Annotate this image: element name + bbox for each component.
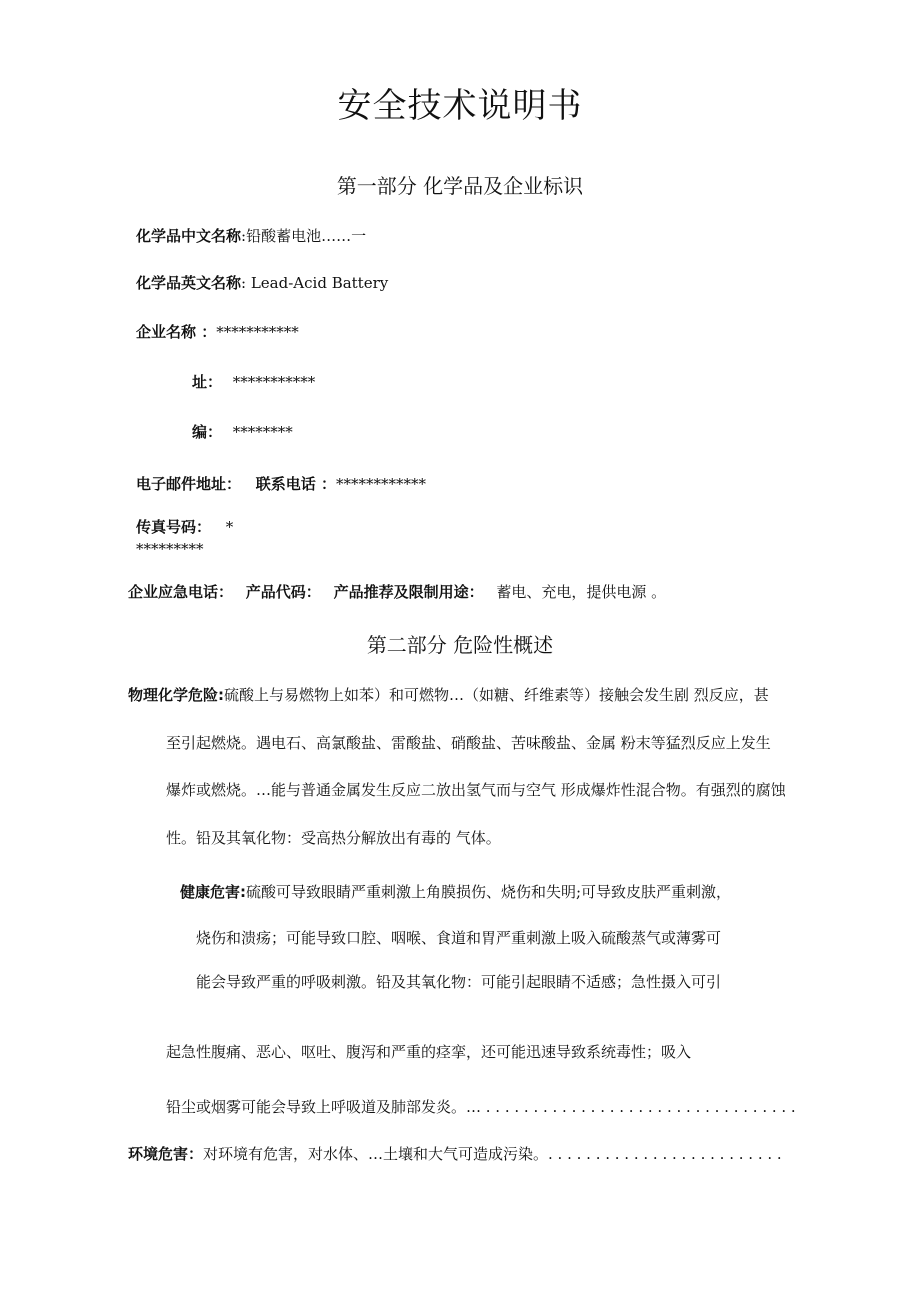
company-label: 企业名称 ：: [136, 323, 217, 341]
health-line-3: 能会导致严重的呼吸刺激。铅及其氧化物：可能引起眼睛不适感；急性摄入可引: [196, 973, 722, 991]
address-row: [192, 371, 315, 392]
physchem-line-2: 至引起燃烧。遇电石、高氯酸盐、雷酸盐、硝酸盐、苦味酸盐、金属 粉末等猛烈反应上发生: [166, 734, 771, 752]
fax-value-part1: *: [225, 518, 234, 536]
postcode-label: 编：: [192, 423, 223, 441]
physchem-line-3: 爆炸或燃烧。…能与普通金属发生反应二放出氢气而与空气 形成爆炸性混合物。有强烈的腐蚀: [166, 781, 786, 799]
phone-value: ************: [336, 475, 427, 493]
contact-row: [136, 473, 426, 494]
env-value: 对环境有危害，对水体、…土壤和大气可造成污染。. . . . . . . . . . . . . . . . . . . . . . . . .: [203, 1145, 782, 1163]
address-value: ***********: [232, 373, 316, 391]
company-value: ***********: [216, 323, 299, 341]
en-name-label: 化学品英文名称: [136, 274, 242, 292]
usage-label: 产品推荐及限制用途：: [333, 583, 484, 601]
health-label: 健康危害:: [180, 883, 246, 901]
usage-value: 蓄电、充电，提供电源 。: [496, 583, 667, 601]
physchem-line-4: 性。铅及其氧化物：受高热分解放出有毒的 气体。: [166, 829, 501, 847]
fax-label: 传真号码：: [136, 518, 212, 536]
email-label: 电子邮件地址：: [136, 475, 242, 493]
en-name-value: : Lead-Acid Battery: [241, 274, 389, 292]
physchem-line-1: [128, 684, 769, 705]
product-code-label: 产品代码：: [245, 583, 321, 601]
address-label: 址：: [192, 373, 223, 391]
health-line-1: [180, 881, 731, 902]
cn-name-row: [136, 225, 366, 246]
cn-name-label: 化学品中文名称: [136, 227, 242, 245]
phone-label: 联系电话 ：: [255, 475, 337, 493]
cn-name-value: :铅酸蓄电池……一: [241, 227, 367, 245]
fax-value-part2: *********: [136, 540, 204, 558]
health-line-5: 铅尘或烟雾可能会导致上呼吸道及肺部发炎。… . . . . . . . . . . . . . . . . . . . . . . . . . . . . . . . . .: [166, 1098, 796, 1116]
env-row: [128, 1143, 782, 1164]
postcode-row: [192, 421, 293, 442]
company-row: [136, 321, 299, 342]
section-heading-part1: 第一部分 化学品及企业标识: [336, 174, 584, 198]
health-text-1: 硫酸可导致眼睛严重刺激上角膜损伤、烧伤和失明;可导致皮肤严重刺激，: [246, 883, 732, 901]
health-line-4: 起急性腹痛、恶心、呕吐、腹泻和严重的痉挛，还可能迅速导致系统毒性；吸入: [166, 1043, 692, 1061]
en-name-row: [136, 272, 388, 293]
fax-row: [136, 516, 233, 537]
health-line-2: 烧伤和溃疡；可能导致口腔、咽喉、食道和胃严重刺激上吸入硫酸蒸气或薄雾可: [196, 929, 722, 947]
physchem-text-1: 硫酸上与易燃物上如苯）和可燃物…（如糖、纤维素等）接触会发生剧 烈反应，甚: [224, 686, 769, 704]
env-label: 环境危害：: [128, 1145, 204, 1163]
postcode-value: ********: [232, 423, 293, 441]
physchem-label: 物理化学危险:: [128, 686, 224, 704]
page-title: 安全技术说明书: [337, 86, 583, 126]
emergency-row: [128, 581, 666, 602]
section-heading-part2: 第二部分 危险性概述: [366, 633, 554, 657]
emergency-label: 企业应急电话：: [128, 583, 234, 601]
